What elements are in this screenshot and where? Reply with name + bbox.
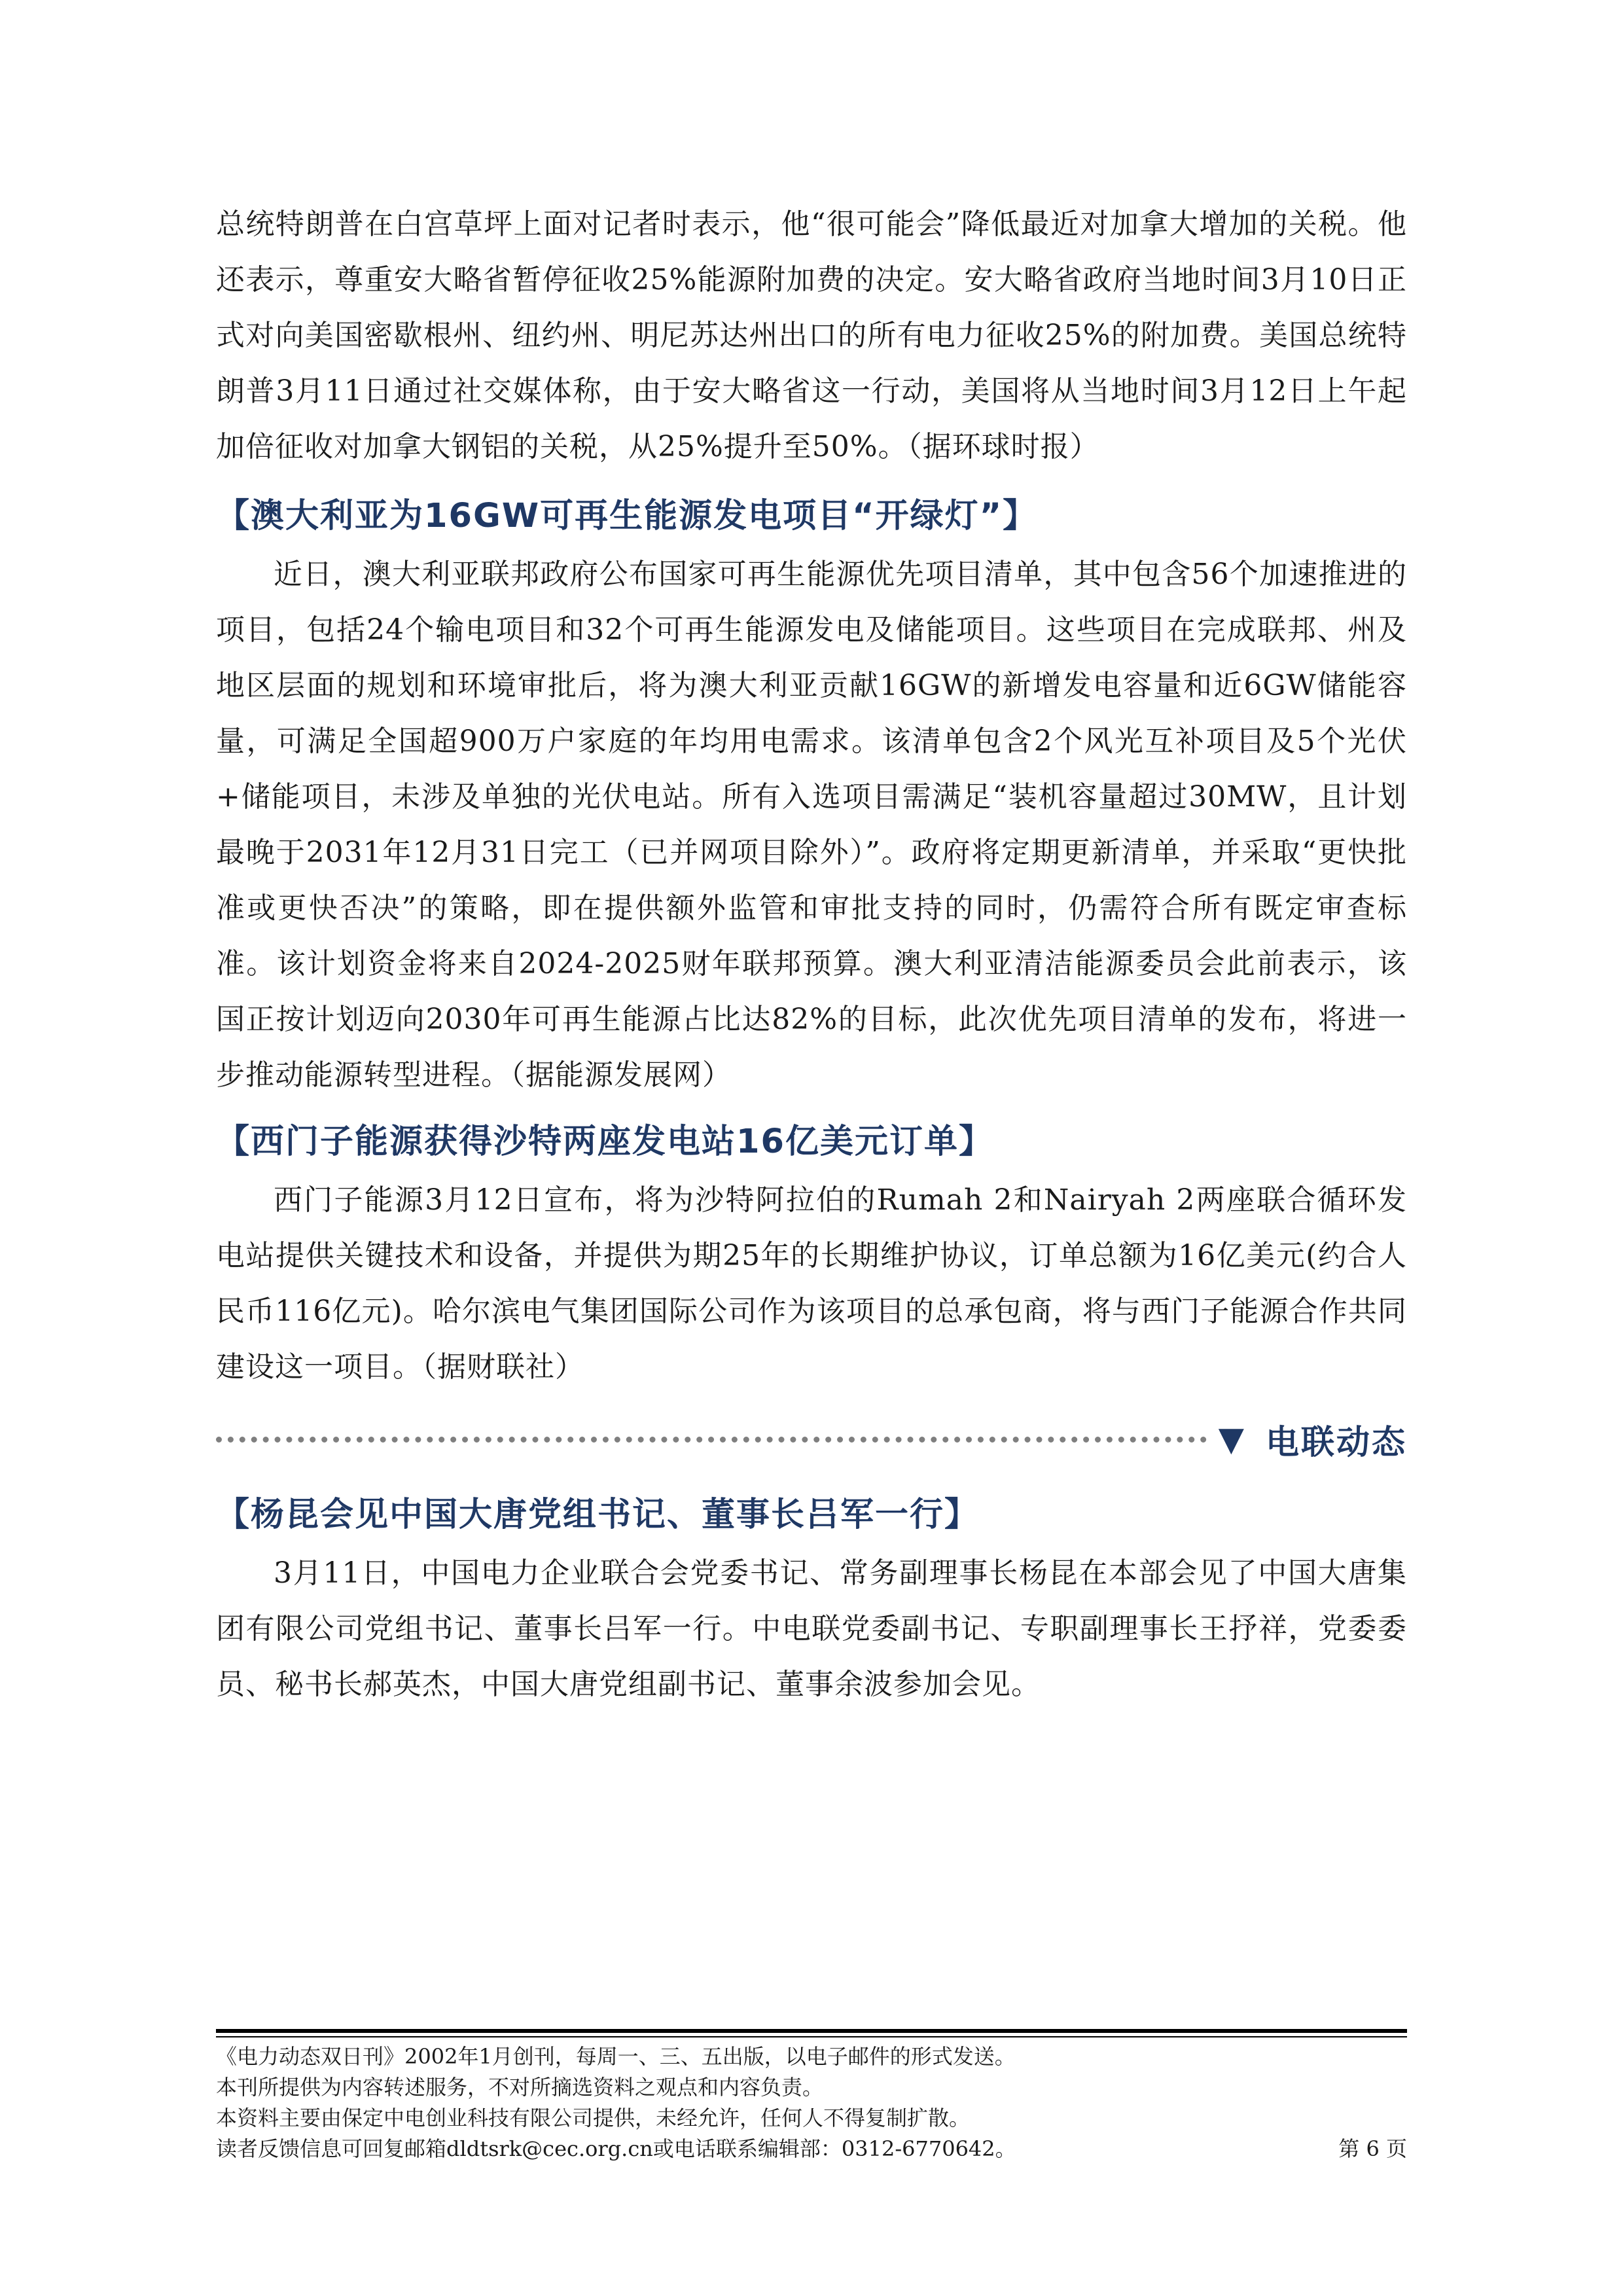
- footer-notes: [216, 2041, 1407, 2164]
- page-number: 第 6 页: [1338, 2136, 1407, 2161]
- footer-rule-thick: [216, 2029, 1407, 2033]
- page-content: [216, 196, 1407, 1712]
- intro-paragraph: 总统特朗普在白宫草坪上面对记者时表示，他“很可能会”降低最近对加拿大增加的关税。他还表示，尊重安大略省暂停征收25%能源附加费的决定。安大略省政府当地时间3月10日正式对向美国密歇根州、纽约州、明尼苏达州出口的所有电力征收25%的附加费。美国总统特朗普3月11日通过社交媒体称，由于安大略省这一行动，美国将从当地时间3月12日上午起加倍征收对加拿大钢铝的关税，从25%提升至50%。（据环球时报）: [216, 207, 1407, 463]
- footer-line-2: 本刊所提供为内容转述服务，不对所摘选资料之观点和内容负责。: [216, 2075, 824, 2100]
- news-body: 3月11日，中国电力企业联合会党委书记、常务副理事长杨昆在本部会见了中国大唐集团有限公司党组书记、董事长吕军一行。中电联党委副书记、专职副理事长王抒祥，党委委员、秘书长郝英杰，中国大唐党组副书记、董事余波参加会见。: [216, 1556, 1407, 1701]
- footer-line-3: 本资料主要由保定中电创业科技有限公司提供，未经允许，任何人不得复制扩散。: [216, 2106, 971, 2130]
- dotted-rule: [216, 1437, 1207, 1443]
- footer-rule-thin: [216, 2036, 1407, 2037]
- article-body-australia: 近日，澳大利亚联邦政府公布国家可再生能源优先项目清单，其中包含56个加速推进的项目，包括24个输电项目和32个可再生能源发电及储能项目。这些项目在完成联邦、州及地区层面的规划和环境审批后，将为澳大利亚贡献16GW的新增发电容量和近6GW储能容量，可满足全国超900万户家庭的年均用电需求。该清单包含2个风光互补项目及5个光伏+储能项目，未涉及单独的光伏电站。所有入选项目需满足“装机容量超过30MW，且计划最晚于2031年12月31日完工（已并网项目除外）”。政府将定期更新清单，并采取“更快批准或更快否决”的策略，即在提供额外监管和审批支持的同时，仍需符合所有既定审查标准。该计划资金将来自2024-2025财年联邦预算。澳大利亚清洁能源委员会此前表示，该国正按计划迈向2030年可再生能源占比达82%的目标，此次优先项目清单的发布，将进一步推动能源转型进程。（据能源发展网）: [216, 558, 1407, 1092]
- footer-line-1: 《电力动态双日刊》2002年1月创刊，每周一、三、五出版，以电子邮件的形式发送。: [216, 2044, 1016, 2069]
- section-label: 电联动态: [1265, 1424, 1407, 1462]
- section-divider: [216, 1413, 1407, 1465]
- footer-contact: 读者反馈信息可回复邮箱dldtsrk@cec.org.cn或电话联系编辑部：0312-6770642。: [216, 2136, 1016, 2161]
- section-marker-icon: ▼: [1218, 1420, 1246, 1459]
- page-footer: [216, 2029, 1407, 2164]
- footer-line-4-row: [216, 2134, 1407, 2164]
- news-title: 【杨昆会见中国大唐党组书记、董事长吕军一行】: [216, 1496, 980, 1534]
- article-title-australia: 【澳大利亚为16GW可再生能源发电项目“开绿灯”】: [216, 497, 1038, 535]
- article-title-siemens: 【西门子能源获得沙特两座发电站16亿美元订单】: [216, 1122, 993, 1161]
- article-body-siemens: 西门子能源3月12日宣布，将为沙特阿拉伯的Rumah 2和Nairyah 2两座联合循环发电站提供关键技术和设备，并提供为期25年的长期维护协议，订单总额为16亿美元(约合人民币116亿元)。哈尔滨电气集团国际公司作为该项目的总承包商，将与西门子能源合作共同建设这一项目。（据财联社）: [216, 1183, 1407, 1384]
